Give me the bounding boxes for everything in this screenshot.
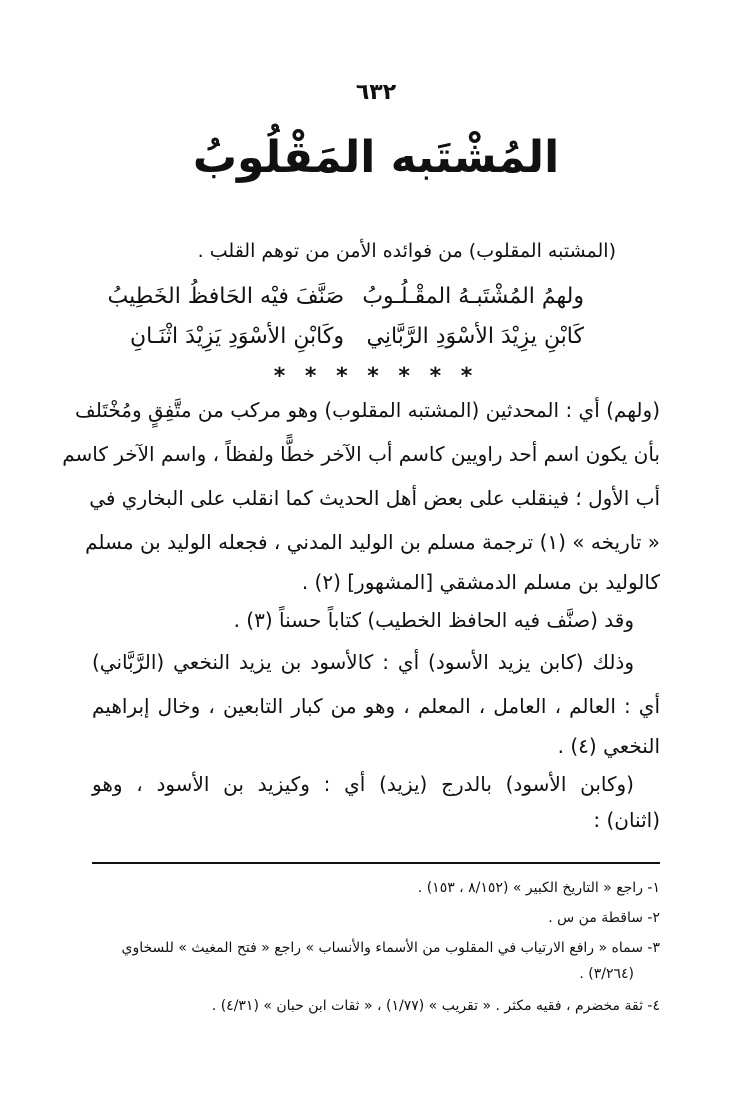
body-line: النخعي (٤) . (557, 734, 660, 758)
body-line: كالوليد بن مسلم الدمشقي [المشهور] (٢) . (301, 570, 660, 594)
verse-2-first-hemistich: كَابْنِ يزِيْدَ الأسْوَدِ الرَّبَّانِي (366, 324, 584, 349)
body-line: وقد (صنَّف فيه الحافظ الخطيب) كتاباً حسناً (٣) . (233, 608, 634, 632)
body-line: (ولهم) أي : المحدثين (المشتبه المقلوب) وهو مركب من متَّفِقٍ ومُخْتَلف (75, 398, 660, 422)
footnote: ٢- ساقطة من س . (548, 910, 660, 926)
footnote-continuation: (٣/٢٦٤) . (579, 966, 634, 982)
body-line: وذلك (كابن يزيد الأسود) أي : كالأسود بن يزيد النخعي (الرَّبَّاني) (92, 650, 634, 674)
verse-2-second-hemistich: وكَابْنِ الأسْوَدِ يَزِيْدَ اثْنَـانِ (129, 324, 344, 349)
footnote: ٤- ثقة مخضرم ، فقيه مكثر . « تقريب » (١/٧٧) ، « ثقات ابن حبان » (٤/٣١) . (211, 998, 660, 1014)
verse-1-first-hemistich: ولهمُ المُشْتَبـهُ المقْـلُـوبُ (362, 284, 584, 309)
body-line: أب الأول ؛ فينقلب على بعض أهل الحديث كما انقلب على البخاري في (89, 486, 660, 510)
stars-separator: * * * * * * * (273, 364, 479, 389)
verse-intro: (المشتبه المقلوب) من فوائده الأمن من توهم القلب . (197, 240, 616, 262)
page-number: ٦٣٢ (355, 80, 397, 105)
footnote: ٣- سماه « رافع الارتياب في المقلوب من الأسماء والأنساب » راجع « فتح المغيث » للسخاوي (121, 940, 660, 956)
body-line: بأن يكون اسم أحد راويين كاسم أب الآخر خطًّا ولفظاً ، واسم الآخر كاسم (62, 442, 660, 466)
footnote-divider (92, 862, 660, 864)
body-line: أي : العالم ، العامل ، المعلم ، وهو من كبار التابعين ، وخال إبراهيم (92, 694, 660, 718)
chapter-title: المُشْتَبه المَقْلُوبُ (192, 132, 560, 183)
verse-1-second-hemistich: صَنَّفَ فيْه الحَافظُ الخَطِيبُ (107, 284, 344, 309)
body-line: « تاريخه » (١) ترجمة مسلم بن الوليد المدني ، فجعله الوليد بن مسلم (85, 530, 660, 554)
footnote: ١- راجع « التاريخ الكبير » (٨/١٥٢ ، ١٥٣) . (417, 880, 660, 896)
body-line: (وكابن الأسود) بالدرج (يزيد) أي : وكيزيد بن الأسود ، وهو (92, 772, 634, 796)
body-line: (اثنان) : (593, 808, 660, 832)
